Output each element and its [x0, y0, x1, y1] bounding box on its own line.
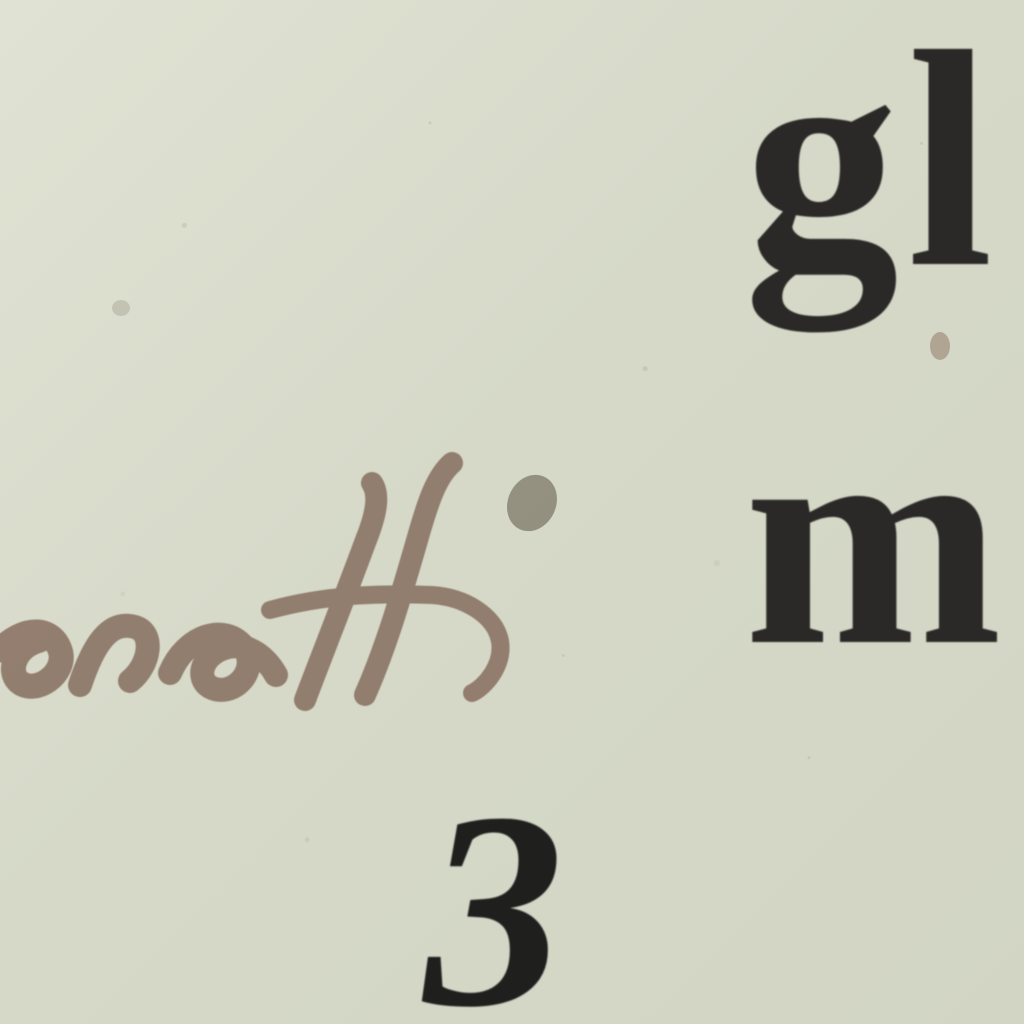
- paper-stain: [112, 300, 130, 316]
- page-number: 3: [424, 754, 564, 1024]
- handwriting-stroke: [0, 632, 61, 686]
- handwritten-annotation: [0, 405, 530, 735]
- printed-text-fragment-top: gl: [744, 0, 1002, 332]
- handwriting-stroke: [170, 635, 276, 690]
- handwritten-annotation-text: [200, 438, 201, 439]
- handwriting-stroke: [80, 626, 148, 685]
- printed-text-fragment-middle: m: [744, 367, 1009, 710]
- paper-stain: [930, 332, 950, 360]
